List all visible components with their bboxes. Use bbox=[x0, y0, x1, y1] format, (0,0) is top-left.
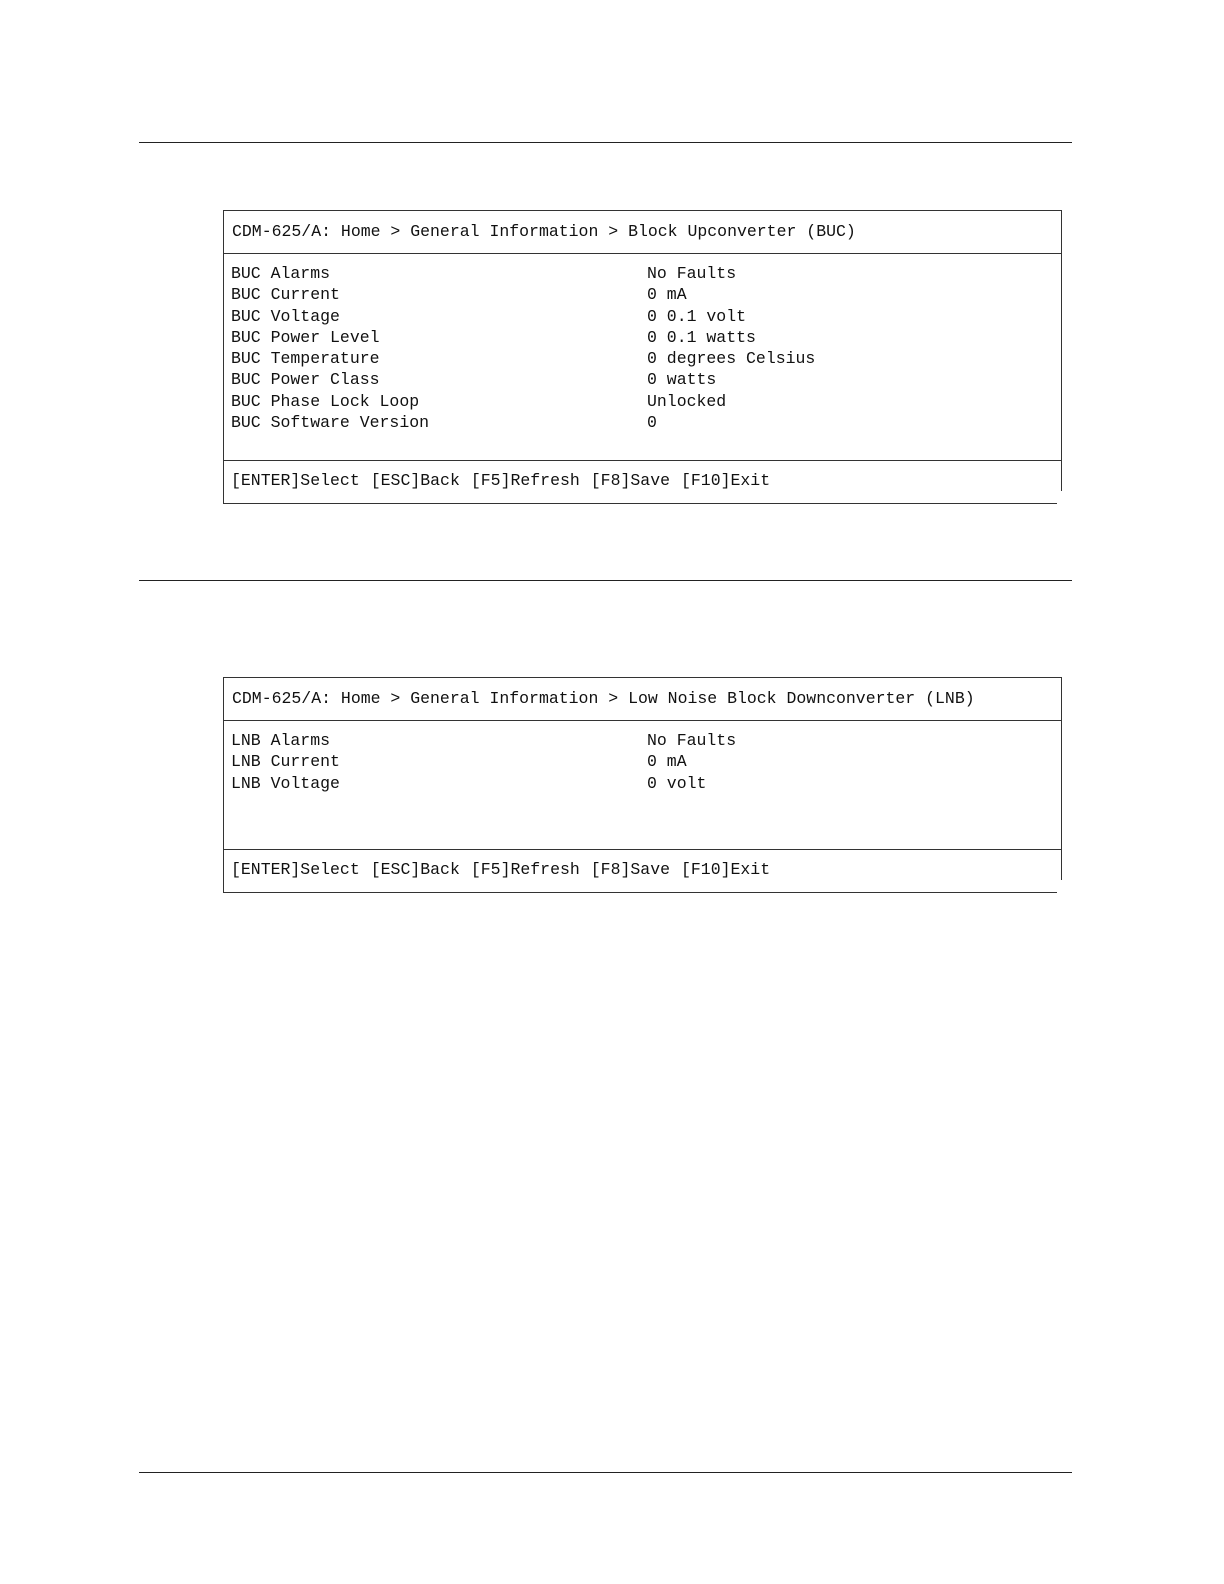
border-gap bbox=[1057, 880, 1063, 894]
f5-refresh-key[interactable]: [F5]Refresh bbox=[470, 860, 580, 879]
lnb-row-current bbox=[224, 751, 1061, 772]
enter-select-key[interactable]: [ENTER]Select bbox=[231, 471, 360, 490]
lnb-info-screen bbox=[223, 677, 1062, 893]
row-label: LNB Alarms bbox=[231, 731, 331, 750]
row-label: BUC Power Class bbox=[231, 370, 380, 390]
buc-row-current bbox=[224, 284, 1061, 305]
row-label: BUC Software Version bbox=[231, 413, 430, 433]
buc-row-voltage bbox=[224, 306, 1061, 327]
row-value: No Faults bbox=[647, 731, 737, 750]
row-label: BUC Alarms bbox=[231, 264, 331, 283]
row-label: LNB Voltage bbox=[231, 773, 340, 793]
row-label: BUC Voltage bbox=[231, 306, 340, 326]
buc-row-power-class bbox=[224, 369, 1061, 390]
row-value: 0 mA bbox=[647, 752, 687, 772]
row-value: 0 watts bbox=[647, 370, 717, 390]
lnb-row-alarms bbox=[224, 730, 1061, 751]
row-value: No Faults bbox=[647, 264, 737, 283]
row-label: LNB Current bbox=[231, 752, 340, 772]
border-gap bbox=[1057, 491, 1063, 505]
key-command-bar bbox=[224, 849, 1061, 892]
row-value: 0 mA bbox=[647, 285, 687, 305]
row-value: Unlocked bbox=[647, 391, 727, 411]
buc-row-software-version bbox=[224, 412, 1061, 433]
row-value: 0 0.1 volt bbox=[647, 306, 747, 326]
screen-title: CDM-625/A: Home > General Information > Block Upconverter (BUC) bbox=[224, 211, 1061, 254]
row-label: BUC Power Level bbox=[231, 327, 380, 347]
buc-row-phase-lock-loop bbox=[224, 391, 1061, 412]
row-label: BUC Phase Lock Loop bbox=[231, 391, 420, 411]
f10-exit-key[interactable]: [F10]Exit bbox=[681, 471, 771, 490]
enter-select-key[interactable]: [ENTER]Select bbox=[231, 860, 360, 879]
row-value: 0 degrees Celsius bbox=[647, 349, 816, 369]
section-divider-rule bbox=[139, 580, 1072, 581]
buc-info-screen bbox=[223, 210, 1062, 504]
f8-save-key[interactable]: [F8]Save bbox=[590, 860, 670, 879]
row-label: BUC Temperature bbox=[231, 349, 380, 369]
key-command-bar bbox=[224, 460, 1061, 503]
lnb-status-list bbox=[224, 721, 1061, 849]
row-value: 0 0.1 watts bbox=[647, 327, 756, 347]
row-label: BUC Current bbox=[231, 285, 340, 305]
f8-save-key[interactable]: [F8]Save bbox=[590, 471, 670, 490]
buc-status-list bbox=[224, 254, 1061, 460]
page-header-rule bbox=[139, 142, 1072, 143]
row-value: 0 volt bbox=[647, 773, 707, 793]
f5-refresh-key[interactable]: [F5]Refresh bbox=[470, 471, 580, 490]
buc-row-alarms bbox=[224, 263, 1061, 284]
buc-row-power-level bbox=[224, 327, 1061, 348]
buc-row-temperature bbox=[224, 348, 1061, 369]
screen-title: CDM-625/A: Home > General Information > Low Noise Block Downconverter (LNB) bbox=[224, 678, 1061, 721]
page-footer-rule bbox=[139, 1472, 1072, 1473]
row-value: 0 bbox=[647, 413, 657, 433]
f10-exit-key[interactable]: [F10]Exit bbox=[681, 860, 771, 879]
esc-back-key[interactable]: [ESC]Back bbox=[370, 860, 460, 879]
esc-back-key[interactable]: [ESC]Back bbox=[370, 471, 460, 490]
lnb-row-voltage bbox=[224, 773, 1061, 794]
